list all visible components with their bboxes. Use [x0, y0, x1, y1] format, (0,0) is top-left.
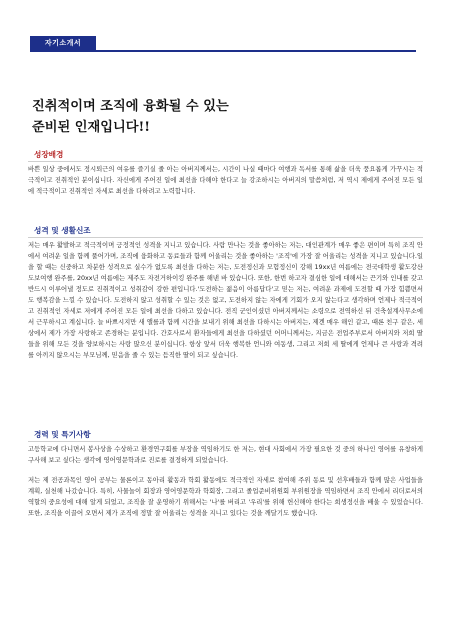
doc-type-tag: 자기소개서 [30, 36, 96, 50]
section-paragraph: 고등학교에 다니면서 봉사상을 수상하고 환경연구회를 부장을 역임하기도 한 저는, 현대 사회에서 가장 필요한 것 중의 하나인 영어를 유창하게 구사해 보고 싶다는 생각에 영어영문학과로 진로를 결정하게 되었습니다. [28, 446, 423, 464]
headline-line-1: 진취적이며 조직에 융화될 수 있는 [32, 99, 229, 114]
section-paragraph: 바쁜 일상 중에서도 정시퇴근의 여유를 즐기실 줄 아는 아버지께서는, 시간이 나실 때마다 여행과 독서를 통해 삶을 더욱 풍요롭게 가꾸시는 적극적이고 진취적인 분이십니다. 자신에게 주어진 일에 최선을 다해야 한다고 늘 강조하시는 아버지의 말씀처럼, 저 역시 제에게 주어진 모든 일에 적극적이고 진취적인 자세로 최선을 다하려고 노력합니다. [28, 166, 423, 195]
section-paragraph: 저는 제 전공과목인 영어 공부는 물론이고 동아리 활동과 학회 활동에도 적극적인 자세로 참여해 주위 동료 및 선후배들과 함께 많은 사업들을 계획, 실천해 나갔습니다. 특히, 사물놀이 회장과 영어영문학과 학회장, 그리고 졸업준비위원회 부위원장을 역임하면서 조직 안에서 리더로서의 역할의 중요성에 대해 알게 되었고, 조직을 잘 운영하기 위해서는 '나'를 버리고 '우리'를 위해 헌신해야 한다는 희생정신을 배울 수 있었습니다. 또한, 조직을 이끌어 오면서 제가 조직에 정말 잘 어울리는 성격을 지니고 있다는 것을 깨달기도 했습니다. [28, 477, 423, 517]
section-career [28, 430, 423, 519]
section-divider [28, 441, 423, 442]
headline [32, 96, 422, 138]
section-divider [28, 161, 423, 162]
section-title: 성장배경 [34, 150, 64, 159]
section-paragraph: 저는 매우 활발하고 적극적이며 긍정적인 성격을 지니고 있습니다. 사람 만나는 것을 좋아하는 저는, 대인관계가 매우 좋은 편이며 특히 조직 안에서 여려운 일을 함께 풀어가며, 조직에 융화하고 동료들과 함께 어울리는 것을 좋아하는 '조직'에 가장 잘 어울리는 성격을 지니고 있습니다.일을 할 때는 신중하고 차분한 성격으로 실수가 없도록 최선을 다하는 저는, 도전정신과 모험정신이 강해 19xx년 여름에는 전국대학생 활도강산 도보여행 완주를, 20xx년 여름에는 제주도 자전거하이킹 완주를 해낸 바 있습니다. 또한, 한번 하고자 결심한 일에 대해서는 끈기와 인내를 갖고 반드시 이루어낼 정도로 진취적이고 성취감이 강한 편입니다.'도전하는 젊음이 아름답다'고 믿는 저는, 여려운 과제에 도전할 때 가장 힘쁨면서도 행복감을 느낄 수 있습니다. 도전하지 않고 성취할 수 있는 것은 없고, 도전하지 않는 자에게 기회가 오지 않는다고 생각하며 언제나 적극적이고 진취적인 자세로 저에게 주어진 모든 일에 최선을 다하고 있습니다. 전직 군인이셨던 아버지께서는 소령으로 전역하신 뒤 건축설계사무소에서 근무하시고 계십니다. 늘 바쁘시지만 새 앨를과 함께 시간을 보내기 위해 최선을 다하시는 아버지는, 제겐 매우 해인 같고, 때론 친구 같은, 세상에서 제가 가장 사랑하고 존경하는 분입니다. 간호사로서 환자들에게 최선을 다하셨던 어머니께서는, 지금은 전업주부로서 아버지와 저희 딸들을 위해 모든 것을 양보하시는 사랑 많으신 분이십니다. 항상 앞서 더욱 행복한 언니와 여동생, 그리고 저희 세 딸에게 언제나 큰 사랑과 격려를 아끼지 않으시는 부모님께, 믿음을 줄 수 있는 듬직한 딸이 되고 싶습니다. [28, 242, 423, 359]
section-title: 경력 및 특기사항 [34, 430, 91, 439]
section-title: 성격 및 생활신조 [34, 226, 91, 235]
section-divider [28, 237, 423, 238]
doc-tag-bar [30, 36, 416, 52]
section-growth-background [28, 150, 423, 197]
headline-line-2: 준비된 인재입니다!! [32, 120, 151, 135]
section-personality [28, 226, 423, 361]
